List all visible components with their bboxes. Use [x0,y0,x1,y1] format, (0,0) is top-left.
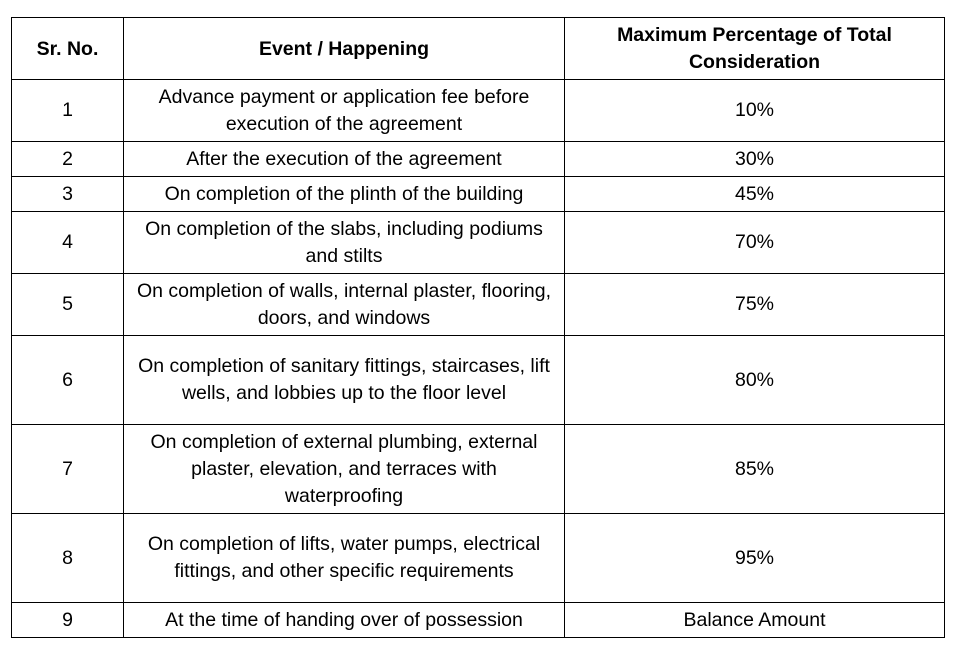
cell-sr-no: 3 [12,177,124,212]
cell-sr-no: 6 [12,336,124,425]
cell-event: On completion of lifts, water pumps, electrical fittings, and other specific requirements [124,514,565,603]
table-row [12,425,945,514]
cell-event: At the time of handing over of possession [124,603,565,638]
table-row [12,274,945,336]
cell-event: After the execution of the agreement [124,142,565,177]
cell-sr-no: 9 [12,603,124,638]
header-percentage: Maximum Percentage of Total Consideration [565,18,945,80]
cell-event: On completion of sanitary fittings, staircases, lift wells, and lobbies up to the floor level [124,336,565,425]
payment-schedule-table [11,17,945,638]
cell-event: Advance payment or application fee before execution of the agreement [124,80,565,142]
cell-sr-no: 4 [12,212,124,274]
cell-event: On completion of external plumbing, external plaster, elevation, and terraces with waterproofing [124,425,565,514]
cell-percentage: Balance Amount [565,603,945,638]
table-row [12,142,945,177]
table-row [12,80,945,142]
table-body [12,80,945,638]
cell-percentage: 95% [565,514,945,603]
table-row [12,212,945,274]
cell-percentage: 70% [565,212,945,274]
table-row [12,603,945,638]
cell-percentage: 10% [565,80,945,142]
table-row [12,177,945,212]
cell-sr-no: 8 [12,514,124,603]
cell-sr-no: 2 [12,142,124,177]
cell-percentage: 30% [565,142,945,177]
cell-event: On completion of walls, internal plaster, flooring, doors, and windows [124,274,565,336]
header-row [12,18,945,80]
header-event: Event / Happening [124,18,565,80]
cell-percentage: 75% [565,274,945,336]
cell-percentage: 80% [565,336,945,425]
cell-event: On completion of the slabs, including podiums and stilts [124,212,565,274]
cell-sr-no: 7 [12,425,124,514]
cell-percentage: 45% [565,177,945,212]
cell-sr-no: 5 [12,274,124,336]
cell-event: On completion of the plinth of the building [124,177,565,212]
table-row [12,336,945,425]
table-header [12,18,945,80]
table-row [12,514,945,603]
cell-percentage: 85% [565,425,945,514]
cell-sr-no: 1 [12,80,124,142]
header-sr-no: Sr. No. [12,18,124,80]
